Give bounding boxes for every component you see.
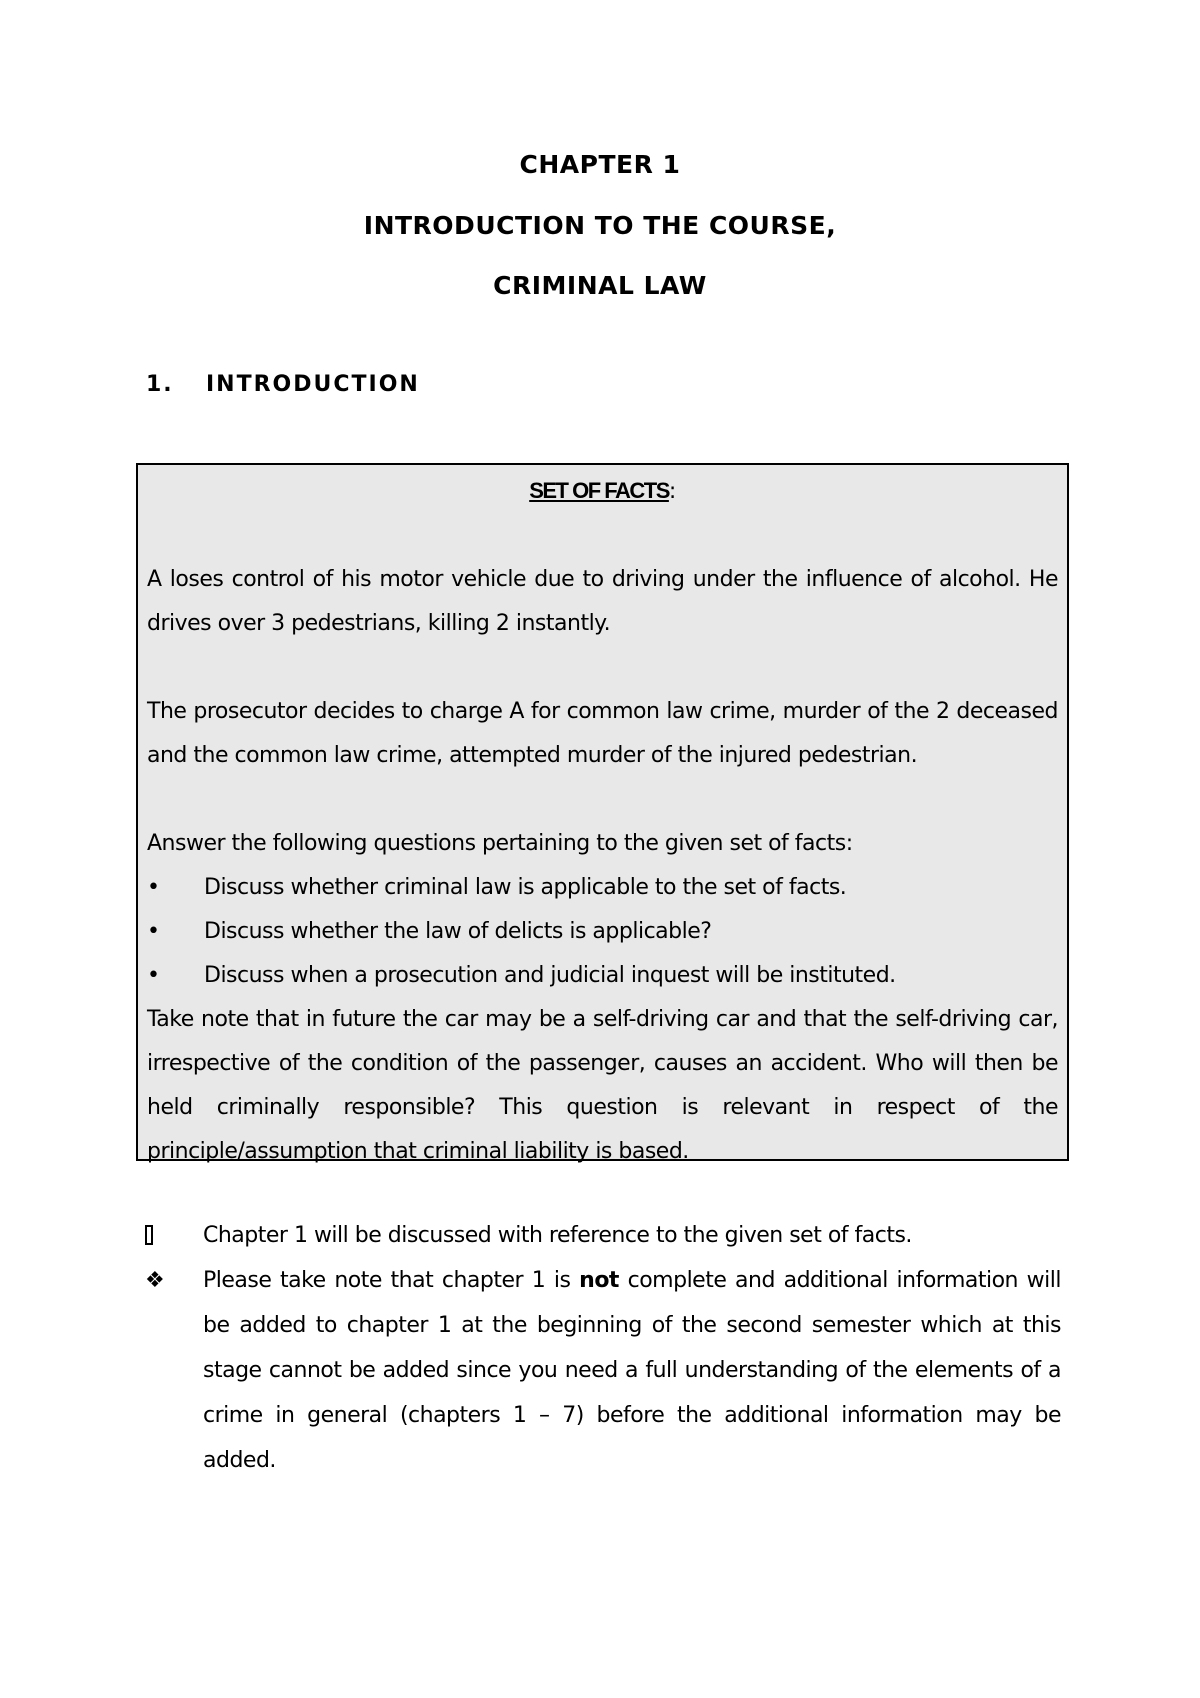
notes-section	[145, 1213, 1061, 1483]
chapter-title-line1: INTRODUCTION TO THE COURSE,	[363, 211, 837, 240]
bullet-icon: •	[147, 919, 160, 944]
section-heading	[146, 372, 420, 397]
spacer	[147, 778, 1058, 822]
spacer	[147, 646, 1058, 690]
section-title: INTRODUCTION	[206, 372, 420, 397]
chapter-title-line2: CRIMINAL LAW	[493, 271, 707, 300]
bullet-icon: •	[147, 875, 160, 900]
questions-intro: Answer the following questions pertaining to the given set of facts:	[147, 831, 853, 856]
question-text: Discuss when a prosecution and judicial inquest will be instituted.	[204, 963, 896, 988]
note-text-part: complete and additional information will be added to chapter 1 at the beginning of the second semester which at this stage cannot be added since you need a full understanding of the elements of a crime in general (chapters 1 – 7) before the additional information may be added.	[203, 1268, 1061, 1473]
question-text: Discuss whether criminal law is applicable to the set of facts.	[204, 875, 847, 900]
chapter-heading: CHAPTER 1	[519, 150, 681, 179]
diamond-bullet-icon: ❖	[145, 1268, 165, 1293]
facts-closing-paragraph: Take note that in future the car may be a self-driving car and that the self-driving car, irrespective of the condition of the passenger, causes an accident. Who will then be held criminally responsible? This question is relevant in respect of the principle/assumption that criminal liability is based.	[147, 1007, 1058, 1164]
section-number: 1.	[146, 372, 174, 397]
facts-box-title	[147, 469, 1058, 514]
question-item	[147, 866, 1058, 910]
facts-box-title-colon: :	[668, 479, 676, 504]
missing-glyph-icon	[145, 1213, 203, 1258]
note-item	[145, 1258, 1061, 1483]
note-emphasis: not	[579, 1268, 619, 1293]
note-text: Chapter 1 will be discussed with reference to the given set of facts.	[203, 1223, 912, 1248]
facts-box-title-text: SET OF FACTS	[529, 478, 669, 503]
note-text	[203, 1258, 1061, 1483]
facts-paragraph-1: A loses control of his motor vehicle due to driving under the influence of alcohol. He drives over 3 pedestrians, killing 2 instantly.	[147, 567, 1058, 636]
bullet-icon: •	[147, 963, 160, 988]
set-of-facts-box	[136, 463, 1069, 1164]
facts-paragraph-2: The prosecutor decides to charge A for common law crime, murder of the 2 deceased and the common law crime, attempted murder of the injured pedestrian.	[147, 699, 1058, 768]
question-item	[147, 954, 1058, 998]
note-item	[145, 1213, 1061, 1258]
question-item	[147, 910, 1058, 954]
question-text: Discuss whether the law of delicts is applicable?	[204, 919, 712, 944]
spacer	[147, 514, 1058, 558]
note-text-part: Please take note that chapter 1 is	[203, 1268, 580, 1293]
